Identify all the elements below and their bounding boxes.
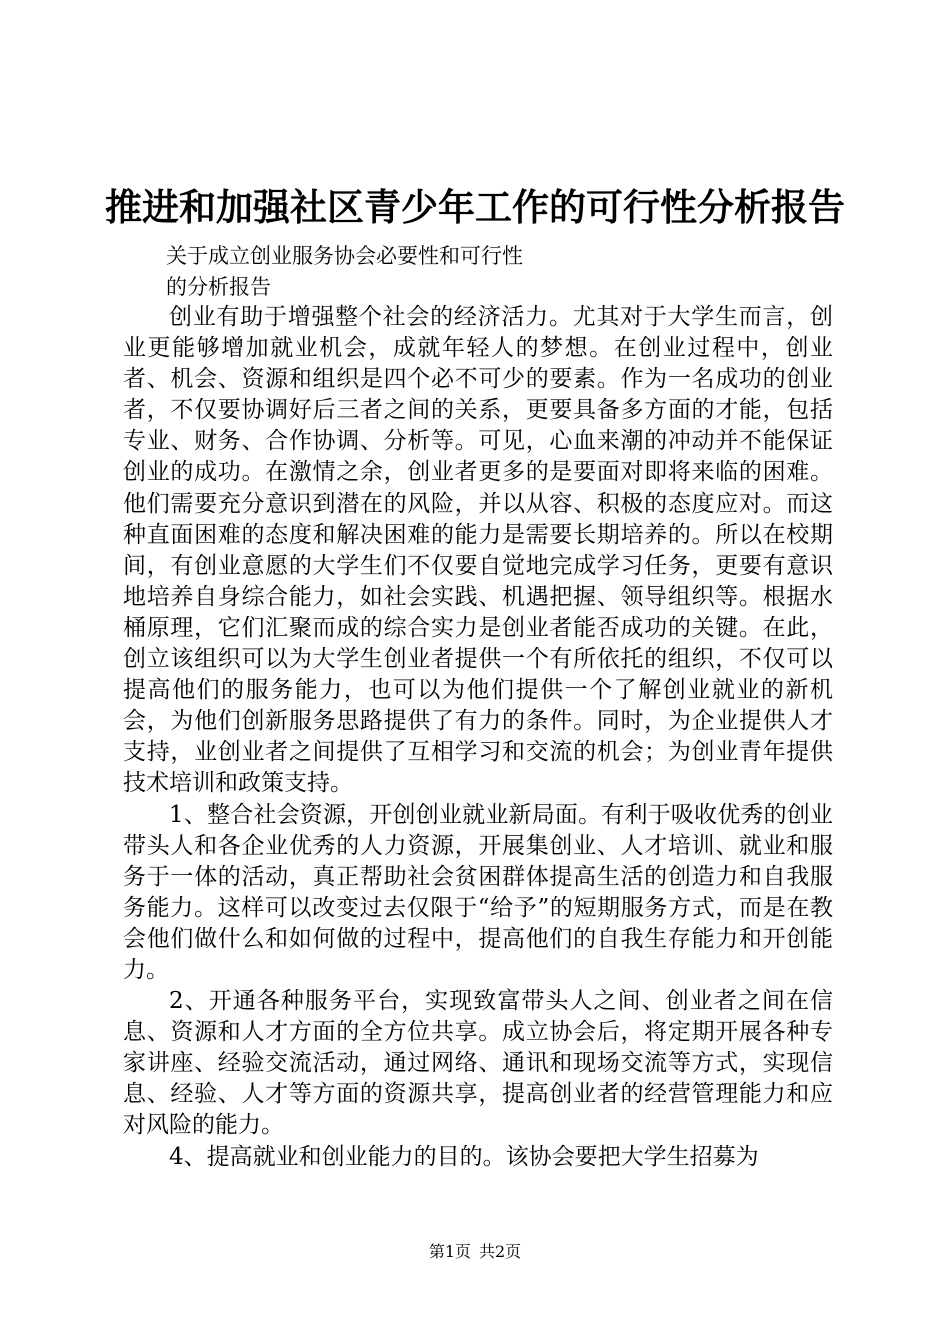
page-number: 第1页	[428, 1242, 471, 1261]
document-body	[123, 302, 833, 1173]
document-subtitle-line-2: 的分析报告	[166, 275, 271, 299]
paragraph-point-4: 4、提高就业和创业能力的目的。该协会要把大学生招募为	[169, 1143, 759, 1170]
paragraph-point-1: 1、整合社会资源，开创创业就业新局面。有利于吸收优秀的创业带头人和各企业优秀的人力资源，开展集创业、人才培训、就业和服务于一体的活动，真正帮助社会贫困群体提高生活的创造力和自我服务能力。这样可以改变过去仅限于“给予”的短期服务方式，而是在教会他们做什么和如何做的过程中，提高他们的自我生存能力和开创能力。	[123, 801, 833, 983]
page-footer	[0, 1242, 950, 1262]
document-subtitle-line-1: 关于成立创业服务协会必要性和可行性	[166, 244, 523, 268]
page-total: 共2页	[479, 1242, 522, 1261]
document-title: 推进和加强社区青少年工作的可行性分析报告	[105, 186, 845, 229]
paragraph-point-2: 2、开通各种服务平台，实现致富带头人之间、创业者之间在信息、资源和人才方面的全方位共享。成立协会后，将定期开展各种专家讲座、经验交流活动，通过网络、通讯和现场交流等方式，实现信息、经验、人才等方面的资源共享，提高创业者的经营管理能力和应对风险的能力。	[123, 988, 833, 1139]
paragraph-intro: 创业有助于增强整个社会的经济活力。尤其对于大学生而言，创业更能够增加就业机会，成就年轻人的梦想。在创业过程中，创业者、机会、资源和组织是四个必不可少的要素。作为一名成功的创业者，不仅要协调好后三者之间的关系，更要具备多方面的才能，包括专业、财务、合作协调、分析等。可见，心血来潮的冲动并不能保证创业的成功。在激情之余，创业者更多的是要面对即将来临的困难。他们需要充分意识到潜在的风险，并以从容、积极的态度应对。而这种直面困难的态度和解决困难的能力是需要长期培养的。所以在校期间，有创业意愿的大学生们不仅要自觉地完成学习任务，更要有意识地培养自身综合能力，如社会实践、机遇把握、领导组织等。根据水桶原理，它们汇聚而成的综合实力是创业者能否成功的关键。在此，创立该组织可以为大学生创业者提供一个有所依托的组织，不仅可以提高他们的服务能力，也可以为他们提供一个了解创业就业的新机会，为他们创新服务思路提供了有力的条件。同时，为企业提供人才支持，业创业者之间提供了互相学习和交流的机会；为创业青年提供技术培训和政策支持。	[123, 304, 833, 797]
